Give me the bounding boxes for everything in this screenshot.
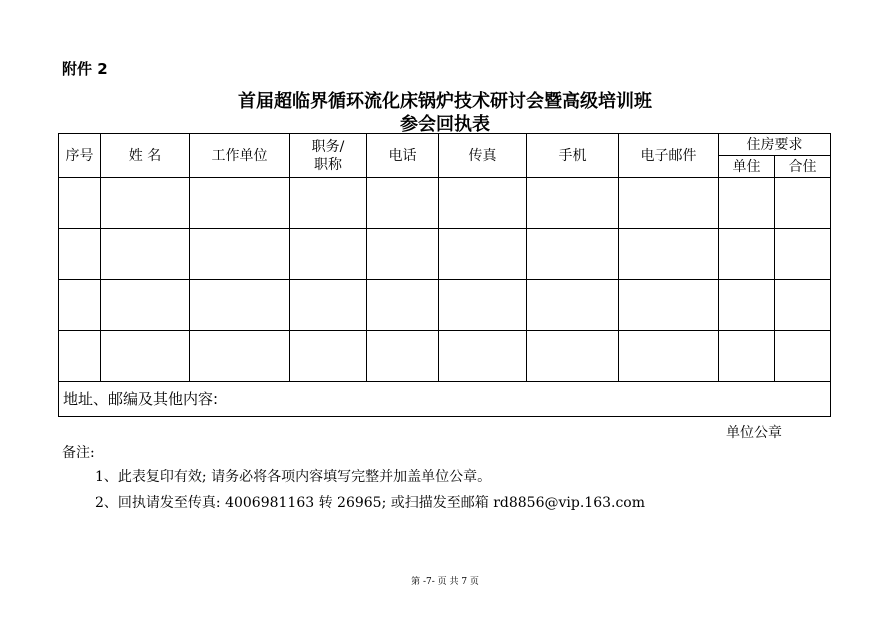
fax-cell[interactable] [439,229,527,280]
email-cell[interactable] [619,229,719,280]
header-email: 电子邮件 [619,134,719,178]
attachment-label: 附件 2 [62,60,108,78]
table-row [59,229,831,280]
single-room-cell[interactable] [719,280,775,331]
phone-cell[interactable] [367,280,439,331]
seal-label: 单位公章 [726,425,782,441]
name-cell[interactable] [101,229,190,280]
header-position-line1: 职务/ [311,138,345,155]
position-cell[interactable] [290,331,367,382]
fax-cell[interactable] [439,280,527,331]
header-position-line2: 职称 [314,156,342,173]
email-cell[interactable] [619,331,719,382]
workplace-cell[interactable] [190,178,290,229]
page-footer: 第 -7- 页 共 7 页 [411,577,479,587]
header-housing-single: 单住 [719,156,775,178]
header-housing: 住房要求 [719,134,831,156]
position-cell[interactable] [290,229,367,280]
position-cell[interactable] [290,178,367,229]
seq-cell[interactable] [59,229,101,280]
phone-cell[interactable] [367,331,439,382]
phone-cell[interactable] [367,178,439,229]
position-cell[interactable] [290,280,367,331]
name-cell[interactable] [101,178,190,229]
mobile-cell[interactable] [527,280,619,331]
shared-room-cell[interactable] [775,178,831,229]
email-cell[interactable] [619,280,719,331]
single-room-cell[interactable] [719,178,775,229]
single-room-cell[interactable] [719,331,775,382]
seq-cell[interactable] [59,280,101,331]
registration-table [58,133,831,417]
address-row[interactable]: 地址、邮编及其他内容: [59,382,831,417]
seq-cell[interactable] [59,178,101,229]
fax-cell[interactable] [439,331,527,382]
header-phone: 电话 [367,134,439,178]
table-row [59,331,831,382]
header-fax: 传真 [439,134,527,178]
header-position [290,134,367,178]
mobile-cell[interactable] [527,178,619,229]
document-subtitle: 参会回执表 [400,114,490,135]
shared-room-cell[interactable] [775,280,831,331]
remark-note-1: 1、此表复印有效; 请务必将各项内容填写完整并加盖单位公章。 [95,469,492,485]
email-cell[interactable] [619,178,719,229]
header-seq: 序号 [59,134,101,178]
workplace-cell[interactable] [190,331,290,382]
fax-cell[interactable] [439,178,527,229]
header-mobile: 手机 [527,134,619,178]
header-workplace: 工作单位 [190,134,290,178]
shared-room-cell[interactable] [775,331,831,382]
mobile-cell[interactable] [527,331,619,382]
header-housing-shared: 合住 [775,156,831,178]
workplace-cell[interactable] [190,229,290,280]
name-cell[interactable] [101,280,190,331]
document-title: 首届超临界循环流化床锅炉技术研讨会暨高级培训班 [238,91,652,112]
table-row [59,178,831,229]
shared-room-cell[interactable] [775,229,831,280]
name-cell[interactable] [101,331,190,382]
table-row [59,280,831,331]
header-name: 姓 名 [101,134,190,178]
remarks-label: 备注: [62,445,95,461]
mobile-cell[interactable] [527,229,619,280]
workplace-cell[interactable] [190,280,290,331]
phone-cell[interactable] [367,229,439,280]
single-room-cell[interactable] [719,229,775,280]
remark-note-2: 2、回执请发至传真: 4006981163 转 26965; 或扫描发至邮箱 rd8856@vip.163.com [95,495,645,511]
seq-cell[interactable] [59,331,101,382]
